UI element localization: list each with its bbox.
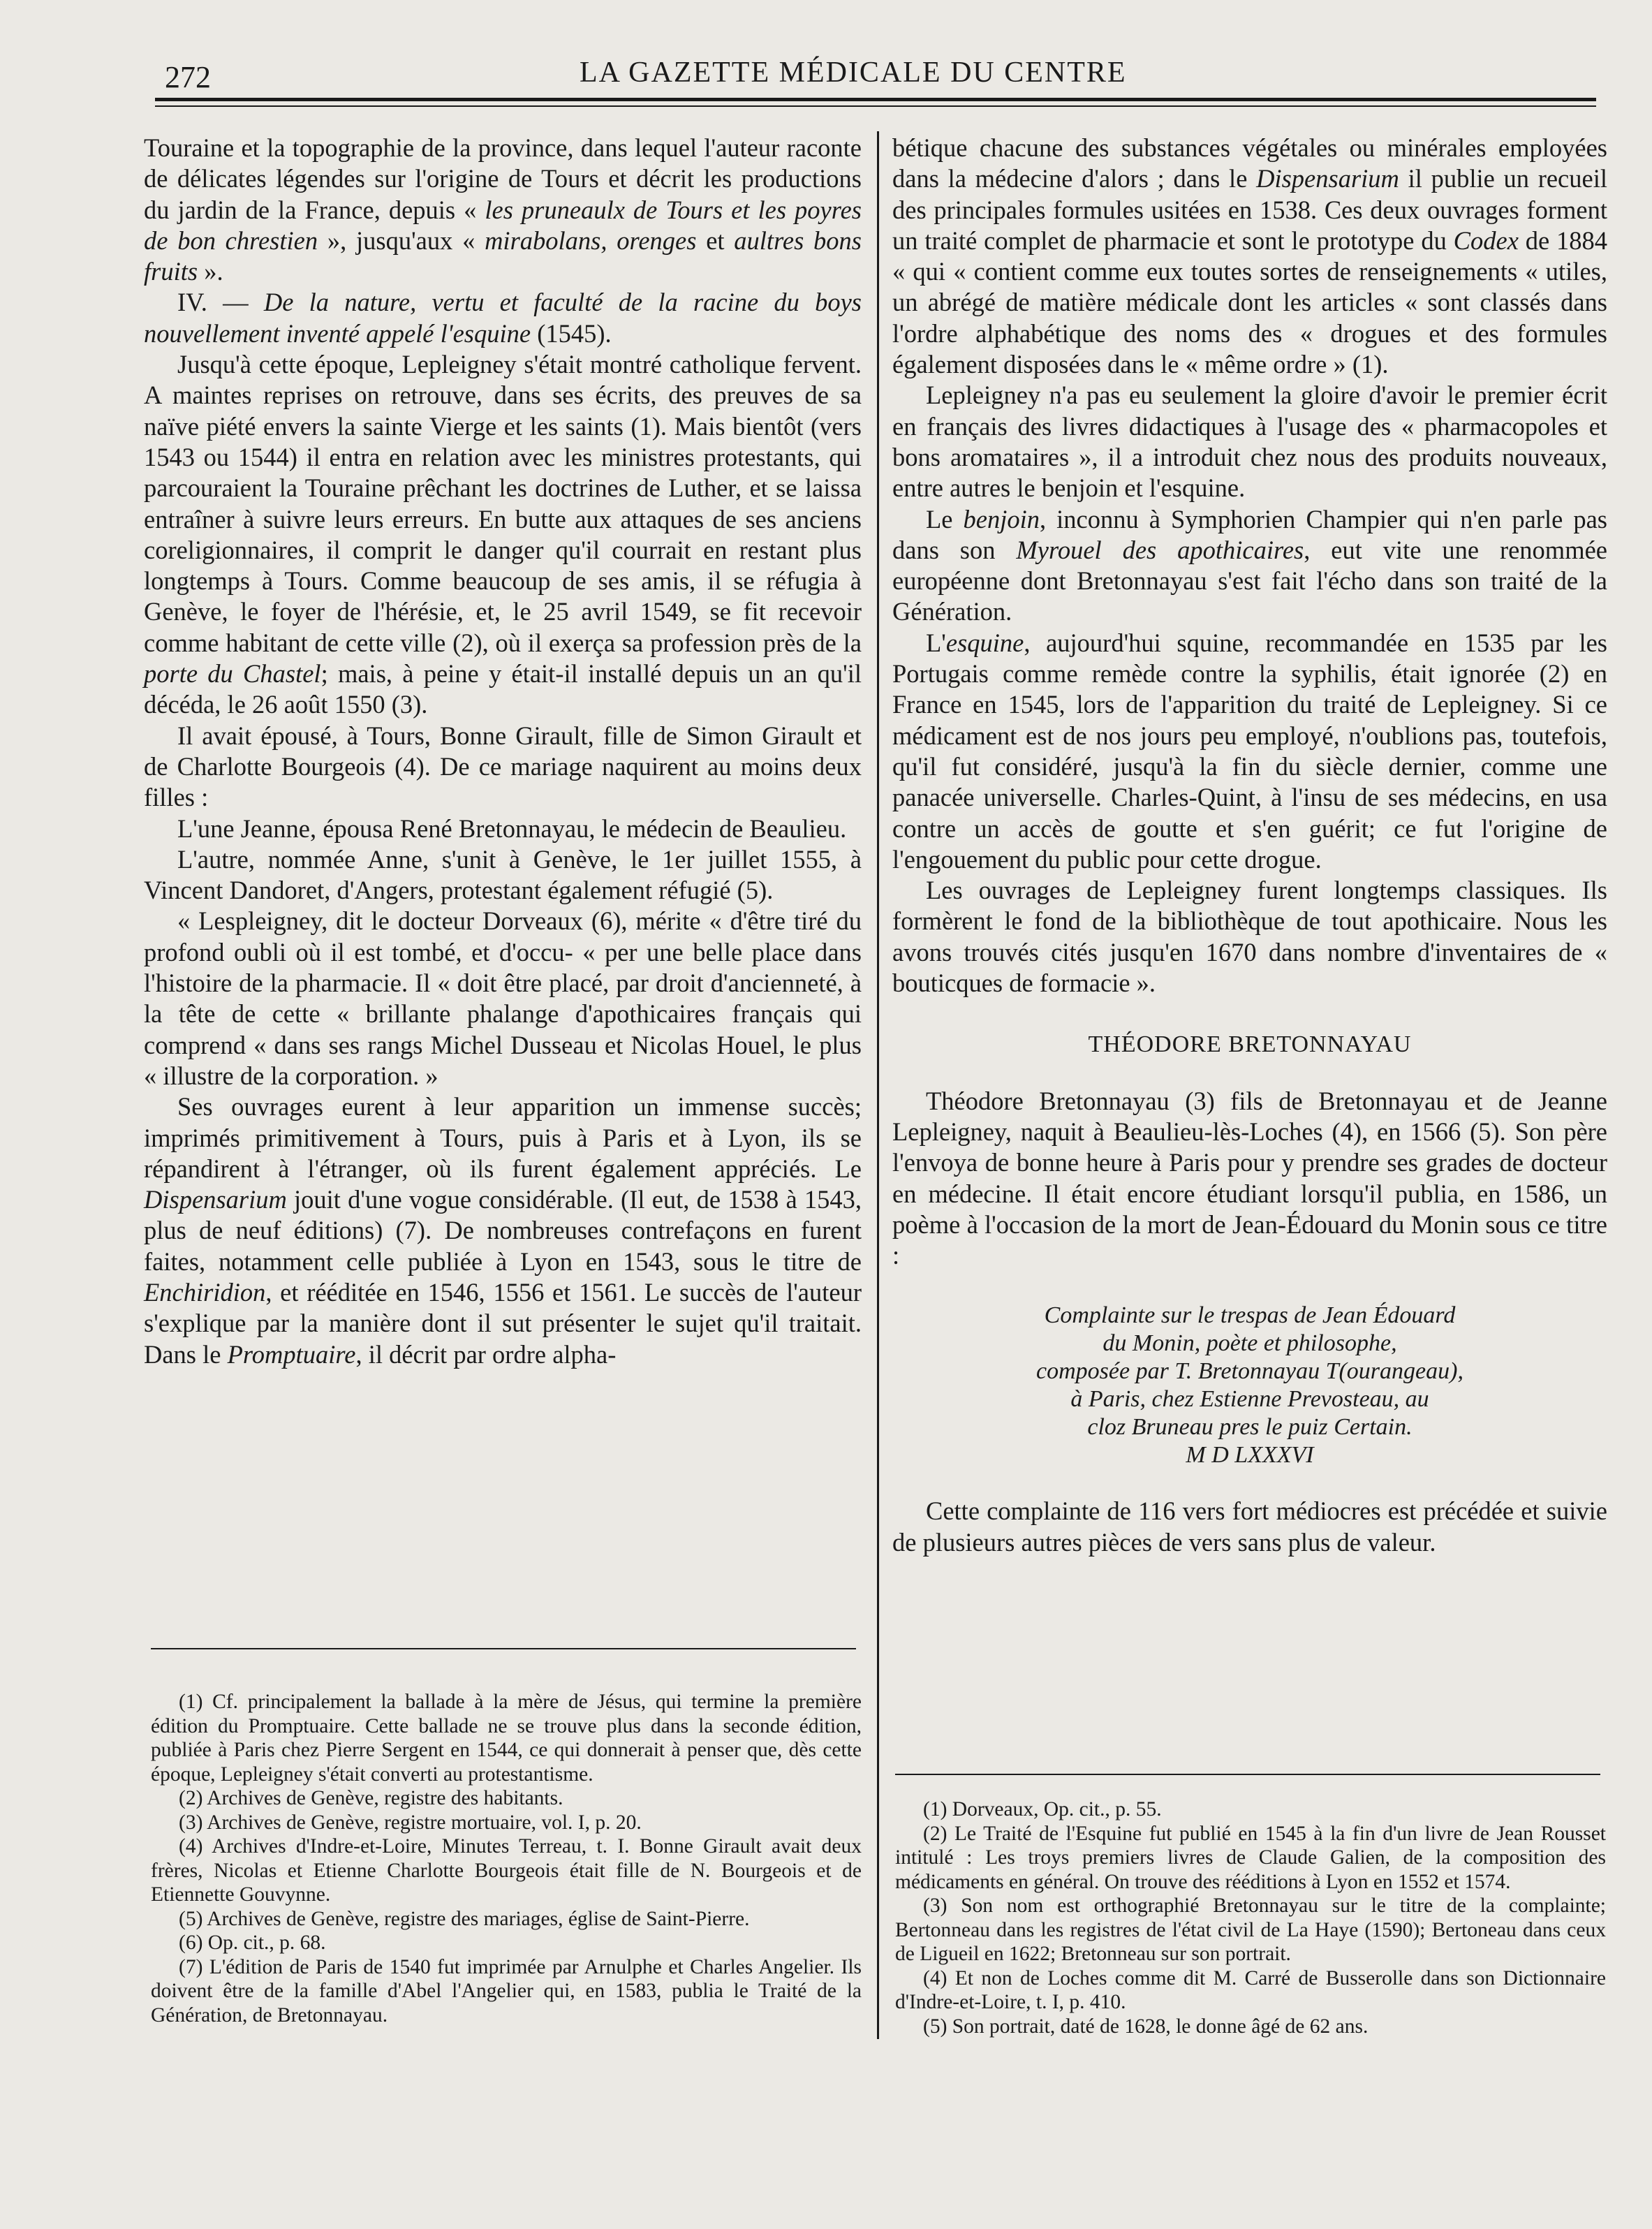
complaint-line: cloz Bruneau pres le puiz Certain. <box>1087 1414 1413 1441</box>
paragraph: L'autre, nommée Anne, s'unit à Genève, le 1er juillet 1555, à Vincent Dandoret, d'Angers, protestant également réfugié (5). <box>144 844 862 905</box>
footnote-rule-right <box>895 1774 1600 1775</box>
complaint-line: Complainte sur le trespas de Jean Édouard <box>1044 1302 1456 1329</box>
section-heading: THÉODORE BRETONNAYAU <box>1088 1031 1412 1058</box>
left-column <box>144 133 862 1370</box>
complaint-line: composée par T. Bretonnayau T(ourangeau), <box>1036 1358 1463 1385</box>
footnote: (3) Son nom est orthographié Bretonnayau sur le titre de la complainte; Bertonneau dans les registres de l'état civil de La Haye (1590); Bertoneau dans ceux de Ligueil en 1622; Bretonneau sur son portrait. <box>895 1895 1606 1965</box>
complaint-line: M D LXXXVI <box>1186 1442 1314 1469</box>
footnote: (1) Dorveaux, Op. cit., p. 55. <box>923 1798 1162 1820</box>
paragraph: L'une Jeanne, épousa René Bretonnayau, le médecin de Beaulieu. <box>177 814 847 843</box>
footnote: (5) Son portrait, daté de 1628, le donne âgé de 62 ans. <box>923 2015 1369 2038</box>
footnote: (2) Le Traité de l'Esquine fut publié en 1545 à la fin d'un livre de Jean Rousset intitulé : Les troys premiers livres de Claude Galien, de la composition des médicaments en général. On trouve des rééditions à Lyon en 1552 et 1574. <box>895 1822 1606 1893</box>
footnotes-left <box>151 1690 862 2027</box>
footnote: (5) Archives de Genève, registre des mariages, église de Saint-Pierre. <box>179 1907 750 1930</box>
footnote-rule-left <box>151 1648 856 1649</box>
footnote: (7) L'édition de Paris de 1540 fut imprimée par Arnulphe et Charles Angelier. Ils doivent être de la famille d'Abel l'Angelier qui, en 1583, publia le Traité de la Génération, de Bretonnayau. <box>151 1955 862 2026</box>
page-number: 272 <box>165 60 211 94</box>
paragraph: Cette complainte de 116 vers fort médiocres est précédée et suivie de plusieurs autres pièces de vers sans plus de valeur. <box>892 1496 1607 1557</box>
complaint-title-block <box>892 1302 1607 1469</box>
running-title: LA GAZETTE MÉDICALE DU CENTRE <box>580 57 1127 89</box>
paragraph: Il avait épousé, à Tours, Bonne Girault, fille de Simon Girault et de Charlotte Bourgeois (4). De ce mariage naquirent au moins deux filles : <box>144 721 862 812</box>
column-divider <box>877 131 879 2039</box>
right-column <box>892 133 1607 1558</box>
paragraph: Le benjoin, inconnu à Symphorien Champier qui n'en parle pas dans son Myrouel des apothicaires, eut vite une renommée européenne dont Bretonnayau s'est fait l'écho dans son traité de la Génération. <box>892 504 1608 626</box>
footnote: (1) Cf. principalement la ballade à la mère de Jésus, qui termine la première édition du Promptuaire. Cette ballade ne se trouve plus dans la seconde édition, publiée à Paris chez Pierre Sergent en 1544, ce qui donnerait à penser que, dès cette époque, Lepleigney s'était converti au protestantisme. <box>151 1691 862 1786</box>
paragraph: Jusqu'à cette époque, Lepleigney s'était montré catholique fervent. A maintes reprises on retrouve, dans ses écrits, des preuves de sa naïve piété envers la sainte Vierge et les saints (1). Mais bientôt (vers 1543 ou 1544) il entra en relation avec les ministres protestants, qui parcouraient la Touraine prêchant les doctrines de Luther, et se laissa entraîner à suivre leurs erreurs. En butte aux attaques de ses anciens coreligionnaires, il comprit le danger qu'il courrait en restant plus longtemps à Tours. Comme beaucoup de ses amis, il se réfugia à Genève, le foyer de l'hérésie, et, le 25 avril 1549, se fit recevoir comme habitant de cette ville (2), où il exerça sa profession près de la porte du Chastel; mais, à peine y était-il installé depuis un an qu'il décéda, le 26 août 1550 (3). <box>144 350 862 719</box>
complaint-line: du Monin, poète et philosophe, <box>1102 1330 1397 1357</box>
footnote: (2) Archives de Genève, registre des habitants. <box>179 1787 563 1809</box>
footnote: (3) Archives de Genève, registre mortuaire, vol. I, p. 20. <box>179 1811 642 1834</box>
paragraph: Ses ouvrages eurent à leur apparition un immense succès; imprimés primitivement à Tours, puis à Paris et à Lyon, ils se répandirent à l'étranger, où ils furent également appréciés. Le Dispensarium jouit d'une vogue considérable. (Il eut, de 1538 à 1543, plus de neuf éditions) (7). De nombreuses contrefaçons en furent faites, notamment celle publiée à Lyon en 1543, sous le titre de Enchiridion, et rééditée en 1546, 1556 et 1561. Le succès de l'auteur s'explique par la manière dont il sut présenter le sujet qu'il traitait. Dans le Promptuaire, il décrit par ordre alpha- <box>144 1092 862 1369</box>
paragraph: IV. — De la nature, vertu et faculté de la racine du boys nouvellement inventé appelé l'esquine (1545). <box>144 288 862 348</box>
header-rule-thin <box>155 105 1596 107</box>
footnote: (4) Et non de Loches comme dit M. Carré de Busserolle dans son Dictionnaire d'Indre-et-Loire, t. I, p. 410. <box>895 1966 1606 2013</box>
quotation: « Lespleigney, dit le docteur Dorveaux (6), mérite « d'être tiré du profond oubli où il est tombé, et d'occu- « per une belle place dans l'histoire de la pharmacie. Il « doit être placé, par droit d'ancienneté, à la tête de cette « brillante phalange d'apothicaires français qui comprend « dans ses rangs Michel Dusseau et Nicolas Houel, le plus « illustre de la corporation. » <box>144 906 862 1090</box>
paragraph: Touraine et la topographie de la province, dans lequel l'auteur raconte de délicates légendes sur l'origine de Tours et décrit les productions du jardin de la France, depuis « les pruneaulx de Tours et les poyres de bon chrestien », jusqu'aux « mirabolans, orenges et aultres bons fruits ». <box>144 133 862 286</box>
paragraph: bétique chacune des substances végétales ou minérales employées dans la médecine d'alors ; dans le Dispensarium il publie un recueil des principales formules usitées en 1538. Ces deux ouvrages forment un traité complet de pharmacie et sont le prototype du Codex de 1884 « qui « contient comme eux toutes sortes de renseignements « utiles, un abrégé de matière médicale dont les articles « sont classés dans l'ordre alphabétique des noms des « drogues et des formules également disposées dans le « même ordre » (1). <box>892 133 1608 379</box>
complaint-line: à Paris, chez Estienne Prevosteau, au <box>1070 1386 1429 1413</box>
paragraph: Lepleigney n'a pas eu seulement la gloire d'avoir le premier écrit en français des livres didactiques à l'usage des « pharmacopoles et bons aromataires », il a introduit chez nous des produits nouveaux, entre autres le benjoin et l'esquine. <box>892 381 1607 503</box>
footnote: (6) Op. cit., p. 68. <box>179 1932 326 1954</box>
paragraph: Théodore Bretonnayau (3) fils de Bretonnayau et de Jeanne Lepleigney, naquit à Beaulieu-lès-Loches (4), en 1566 (5). Son père l'envoya de bonne heure à Paris pour y prendre ses grades de docteur en médecine. Il était encore étudiant lorsqu'il publia, en 1586, un poème à l'occasion de la mort de Jean-Édouard du Monin sous ce titre : <box>892 1086 1607 1270</box>
paragraph: L'esquine, aujourd'hui squine, recommandée en 1535 par les Portugais comme remède contre la syphilis, était ignorée (2) en France en 1545, lors de l'apparition du traité de Lepleigney. Si ce médicament est de nos jours peu employé, n'oublions pas, toutefois, qu'il fut considéré, jusqu'à la fin du siècle dernier, comme une panacée universelle. Charles-Quint, à l'insu de ses médecins, en usa contre un accès de goutte et s'en guérit; ce fut l'origine de l'engouement du public pour cette drogue. <box>892 628 1607 874</box>
paragraph: Les ouvrages de Lepleigney furent longtemps classiques. Ils formèrent le fond de la bibliothèque de tout apothicaire. Nous les avons trouvés cités jusqu'en 1670 dans nombre d'inventaires de « bouticques de formacie ». <box>892 876 1607 998</box>
header-rule <box>155 98 1596 101</box>
footnote: (4) Archives d'Indre-et-Loire, Minutes Terreau, t. I. Bonne Girault avait deux frères, Nicolas et Etienne Charlotte Bourgeois était fille de N. Bourgeois et de Etiennette Gouvynne. <box>151 1835 862 1906</box>
footnotes-right <box>895 1797 1606 2038</box>
